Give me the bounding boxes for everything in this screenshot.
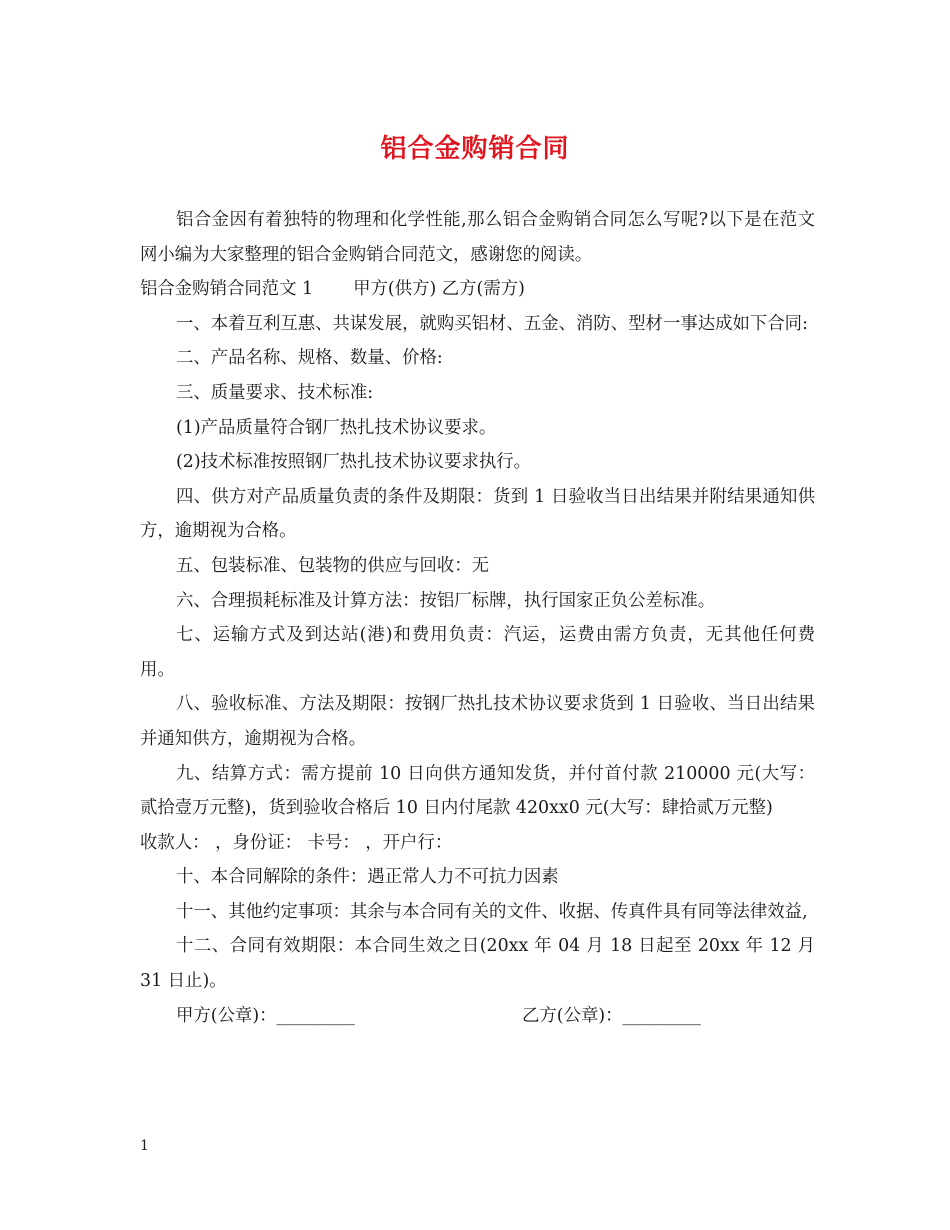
document-body bbox=[140, 203, 815, 1033]
clause-10: 十、本合同解除的条件：遇正常人力不可抗力因素 bbox=[176, 867, 559, 888]
clause-7: 七、运输方式及到达站(港)和费用负责：汽运，运费由需方负责，无其他任何费用。 bbox=[140, 625, 815, 680]
clause-3: 三、质量要求、技术标准: bbox=[176, 382, 374, 403]
page-number: 1 bbox=[140, 1138, 149, 1154]
clause-2: 二、产品名称、规格、数量、价格: bbox=[176, 348, 443, 369]
party-a-seal: 甲方(公章)：_________ bbox=[176, 1005, 355, 1026]
document-title: 铝合金购销合同 bbox=[380, 134, 570, 164]
payee-line: 收款人： ，身份证： 卡号： ，开户行： bbox=[140, 832, 453, 853]
intro-paragraph: 铝合金因有着独特的物理和化学性能,那么铝合金购销合同怎么写呢?以下是在范文网小编为大家整理的铝合金购销合同范文，感谢您的阅读。 bbox=[140, 210, 815, 265]
clause-3-item-1: (1)产品质量符合钢厂热扎技术协议要求。 bbox=[176, 417, 497, 438]
clause-11: 十一、其他约定事项：其余与本合同有关的文件、收据、传真件具有同等法律效益, bbox=[176, 901, 808, 922]
clause-4: 四、供方对产品质量负责的条件及期限：货到 1 日验收当日出结果并附结果通知供方，逾期视为合格。 bbox=[140, 486, 815, 542]
sample-heading: 铝合金购销合同范文 1 bbox=[140, 279, 314, 300]
clause-3-item-2: (2)技术标准按照钢厂热扎技术协议要求执行。 bbox=[176, 452, 532, 473]
clause-1: 一、本着互利互惠、共谋发展，就购买铝材、五金、消防、型材一事达成如下合同: bbox=[176, 313, 808, 334]
party-b-seal: 乙方(公章)：_________ bbox=[522, 1005, 701, 1026]
clause-12: 十二、合同有效期限：本合同生效之日(20xx 年 04 月 18 日起至 20xx 年 12 月 31 日止)。 bbox=[140, 936, 815, 992]
signature-row bbox=[140, 999, 815, 1034]
sample-heading-line bbox=[140, 272, 815, 307]
clause-9: 九、结算方式：需方提前 10 日向供方通知发货，并付首付款 210000 元(大写：贰拾壹万元整)，货到验收合格后 10 日内付尾款 420xx0 元(大写：肆拾贰万元整) bbox=[140, 763, 815, 819]
parties-line: 甲方(供方) 乙方(需方) bbox=[353, 279, 525, 300]
clause-6: 六、合理损耗标准及计算方法：按铝厂标牌，执行国家正负公差标准。 bbox=[176, 590, 716, 611]
clause-8: 八、验收标准、方法及期限：按钢厂热扎技术协议要求货到 1 日验收、当日出结果并通知供方，逾期视为合格。 bbox=[140, 694, 815, 749]
clause-5: 五、包装标准、包装物的供应与回收：无 bbox=[176, 555, 490, 576]
